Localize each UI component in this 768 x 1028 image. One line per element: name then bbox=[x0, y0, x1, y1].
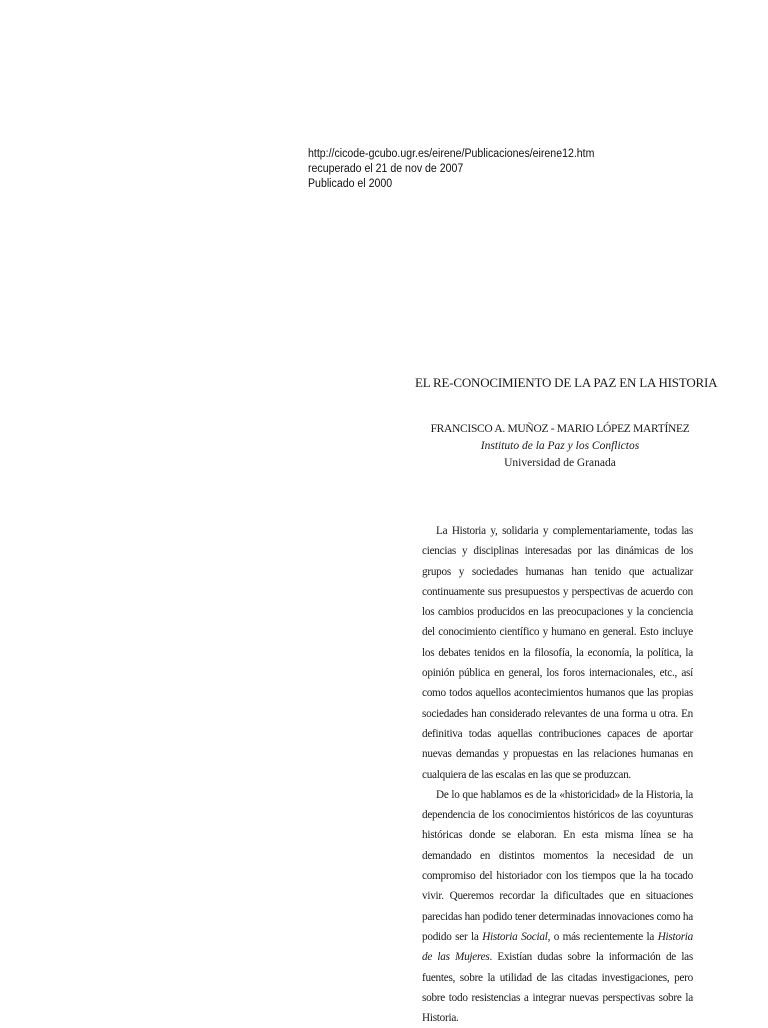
emphasis-historia-mujeres: Historia de las Mujeres bbox=[422, 930, 694, 964]
author-names: FRANCISCO A. MUÑOZ - MARIO LÓPEZ MARTÍNEZ bbox=[430, 423, 690, 435]
paragraph-2-text-a: De lo que hablamos es de la «historicidad» de la Historia, la dependencia de los conocimientos históricos de las coyunturas históricas donde se elaboran. En esta misma línea se ha demandado en distintos momentos la necesidad de un compromiso del historiador con los tiempos que la ha tocado vivir. Queremos recordar la dificultades que en situaciones parecidas han podido tener determinadas innovaciones como ha podido ser la bbox=[422, 788, 693, 943]
paragraph-2 bbox=[422, 785, 693, 1028]
institute-name: Instituto de la Paz y los Conflictos bbox=[480, 440, 640, 452]
source-info bbox=[308, 147, 594, 192]
article-body bbox=[422, 521, 693, 1028]
paragraph-2-text-c: . Existían dudas sobre la información de las fuentes, sobre la utilidad de las citadas investigaciones, pero sobre todo resistencias a integrar nuevas perspectivas sobre la Historia. bbox=[422, 951, 694, 1025]
author-block bbox=[415, 421, 705, 472]
emphasis-historia-social: Historia Social bbox=[482, 930, 548, 943]
paragraph-1: La Historia y, solidaria y complementariamente, todas las ciencias y disciplinas interesadas por las dinámicas de los grupos y sociedades humanas han tenido que actualizar continuamente sus presupuestos y perspectivas de acuerdo con los cambios producidos en las preocupaciones y la conciencia del conocimiento científico y humano en general. Esto incluye los debates tenidos en la filosofía, la economía, la política, la opinión pública en general, los foros internacionales, etc., así como todos aquellos acontecimientos humanos que las propias sociedades han considerado relevantes de una forma u otra. En definitiva todas aquellas contribuciones capaces de aportar nuevas demandas y propuestas en las relaciones humanas en cualquiera de las escalas en las que se produzcan. bbox=[422, 525, 693, 781]
retrieved-date: recuperado el 21 de nov de 2007 bbox=[308, 163, 464, 175]
paragraph-2-text-b: , o más recientemente la bbox=[547, 930, 658, 943]
source-url: http://cicode-gcubo.ugr.es/eirene/Publicaciones/eirene12.htm bbox=[308, 148, 595, 160]
published-date: Publicado el 2000 bbox=[308, 178, 393, 190]
article-title: EL RE-CONOCIMIENTO DE LA PAZ EN LA HISTORIA bbox=[415, 375, 718, 390]
university-name: Universidad de Granada bbox=[504, 457, 616, 469]
